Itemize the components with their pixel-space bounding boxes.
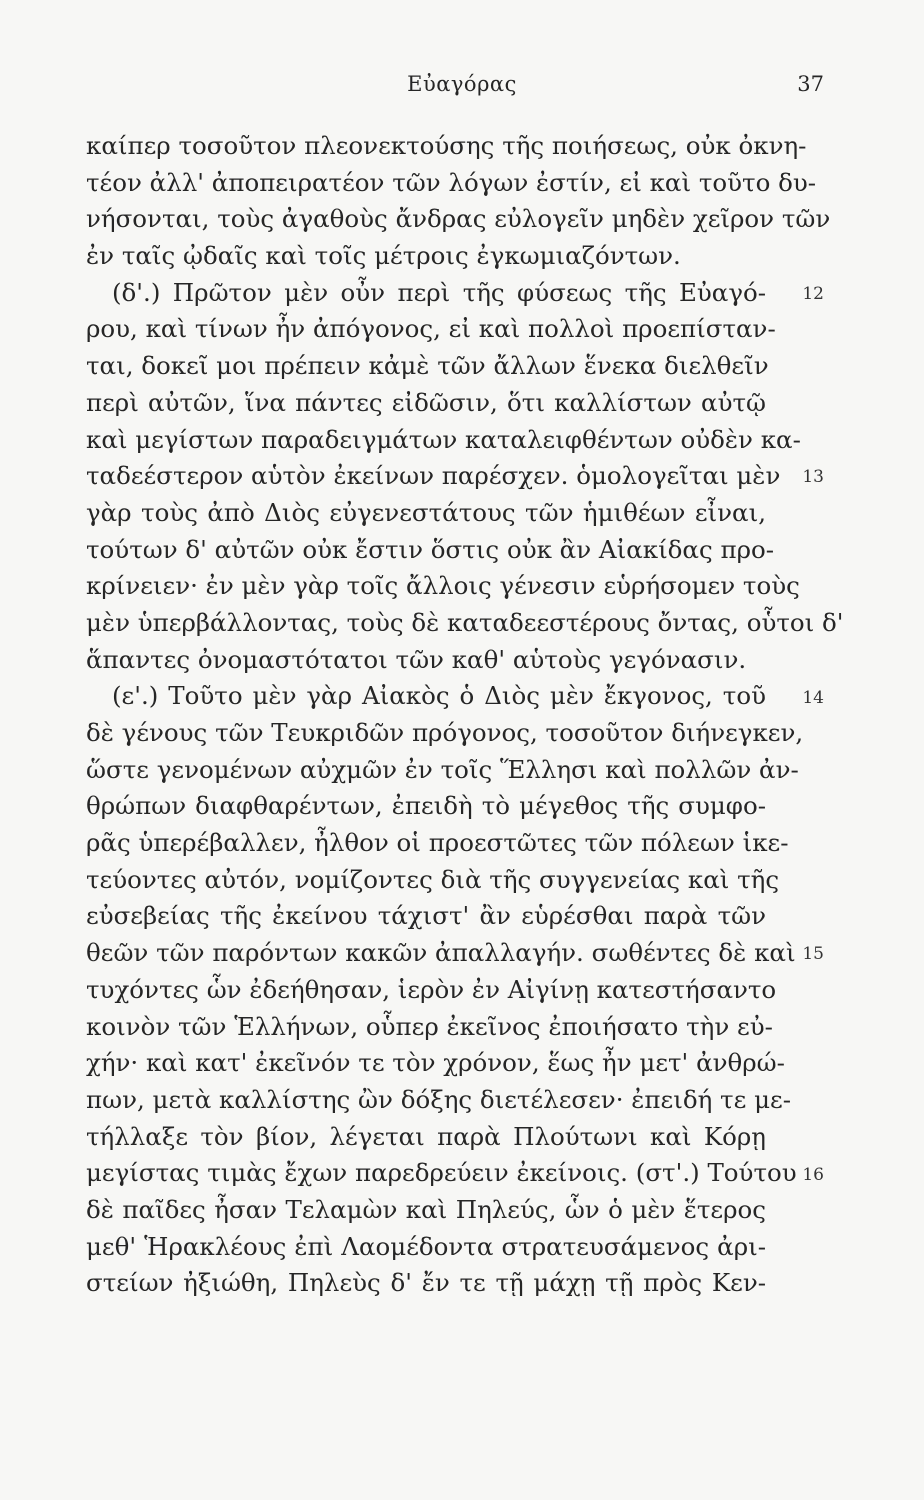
text-line: ἐν ταῖς ᾠδαῖς καὶ τοῖς μέτροις ἐγκωμιαζόντων. [86,241,681,271]
text-line: καίπερ τοσοῦτον πλεονεκτούσης τῆς ποιήσεως, οὐκ ὀκνη- [86,131,807,160]
text-line: κρίνειεν· ἐν μὲν γὰρ τοῖς ἄλλοις γένεσιν εὑρήσομεν τοὺς [86,571,800,601]
page-number: 37 [797,72,824,96]
running-head: Εὐαγόρας [407,72,517,96]
text-line: πων, μετὰ καλλίστης ὢν δόξης διετέλεσεν· ἐπειδή τε με- [86,1084,791,1114]
section-number: 14 [802,687,824,708]
section-number: 13 [802,467,824,488]
text-line: γὰρ τοὺς ἀπὸ Διὸς εὐγενεστάτους τῶν ἡμιθέων εἶναι, [86,497,766,527]
text-line: κοινὸν τῶν Ἑλλήνων, οὗπερ ἐκεῖνος ἐποιήσατο τὴν εὐ- [86,1011,773,1041]
section-number: 15 [802,944,824,965]
text-line: δὲ παῖδες ἦσαν Τελαμὼν καὶ Πηλεύς, ὧν ὁ μὲν ἕτερος [86,1194,766,1224]
text-line: ρᾶς ὑπερέβαλλεν, ἦλθον οἱ προεστῶτες τῶν πόλεων ἱκε- [86,828,789,858]
text-line: εὐσεβείας τῆς ἐκείνου τάχιστ' ἂν εὑρέσθαι παρὰ τῶν [86,901,766,931]
text-line: ρου, καὶ τίνων ἦν ἀπόγονος, εἰ καὶ πολλοὶ προεπίσταν- [86,314,776,344]
text-line: μεγίστας τιμὰς ἔχων παρεδρεύειν ἐκείνοις. (στ'.) Τούτου [86,1158,797,1188]
text-line: μεθ' Ἡρακλέους ἐπὶ Λαομέδοντα στρατευσάμενος ἀρι- [86,1231,766,1261]
text-line: ἅπαντες ὀνομαστότατοι τῶν καθ' αὑτοὺς γεγόνασιν. [86,644,747,674]
section-number: 16 [802,1164,824,1185]
text-line: (ε'.) Τοῦτο μὲν γὰρ Αἰακὸς ὁ Διὸς μὲν ἔκγονος, τοῦ [112,681,766,711]
text-line: ταδεέστερον αὑτὸν ἐκείνων παρέσχεν. ὁμολογεῖται μὲν [86,461,781,491]
text-line: καὶ μεγίστων παραδειγμάτων καταλειφθέντων οὐδὲν κα- [86,424,801,454]
text-line: νήσονται, τοὺς ἀγαθοὺς ἄνδρας εὐλογεῖν μηδὲν χεῖρον τῶν [86,204,831,234]
text-line: ὥστε γενομένων αὐχμῶν ἐν τοῖς Ἕλλησι καὶ πολλῶν ἀν- [86,754,799,784]
text-line: στείων ἠξιώθη, Πηλεὺς δ' ἔν τε τῇ μάχῃ τῇ πρὸς Κεν- [86,1268,766,1298]
text-line: τούτων δ' αὐτῶν οὐκ ἔστιν ὅστις οὐκ ἂν Αἰακίδας προ- [86,534,775,564]
text-line: θρώπων διαφθαρέντων, ἐπειδὴ τὸ μέγεθος τῆς συμφο- [86,791,766,821]
text-line: δὲ γένους τῶν Τευκριδῶν πρόγονος, τοσοῦτον διήνεγκεν, [86,718,804,747]
text-line: μὲν ὑπερβάλλοντας, τοὺς δὲ καταδεεστέρους ὄντας, οὗτοι δ' [86,607,844,637]
text-line: τεύοντες αὐτόν, νομίζοντες διὰ τῆς συγγενείας καὶ τῆς [86,864,780,894]
text-line: τήλλαξε τὸν βίον, λέγεται παρὰ Πλούτωνι καὶ Κόρῃ [86,1121,766,1151]
text-line: ται, δοκεῖ μοι πρέπειν κἀμὲ τῶν ἄλλων ἕνεκα διελθεῖν [86,351,769,381]
text-line: (δ'.) Πρῶτον μὲν οὖν περὶ τῆς φύσεως τῆς Εὐαγό- [112,277,766,307]
text-line: χήν· καὶ κατ' ἐκεῖνόν τε τὸν χρόνον, ἕως ἦν μετ' ἀνθρώ- [86,1048,785,1078]
section-number: 12 [802,283,824,304]
text-line: περὶ αὐτῶν, ἵνα πάντες εἰδῶσιν, ὅτι καλλίστων αὐτῷ [86,387,766,417]
text-line: θεῶν τῶν παρόντων κακῶν ἀπαλλαγήν. σωθέντες δὲ καὶ [86,938,796,968]
text-line: τέον ἀλλ' ἀποπειρατέον τῶν λόγων ἐστίν, εἰ καὶ τοῦτο δυ- [86,167,817,197]
text-line: τυχόντες ὧν ἐδεήθησαν, ἱερὸν ἐν Αἰγίνῃ κατεστήσαντο [86,974,777,1004]
